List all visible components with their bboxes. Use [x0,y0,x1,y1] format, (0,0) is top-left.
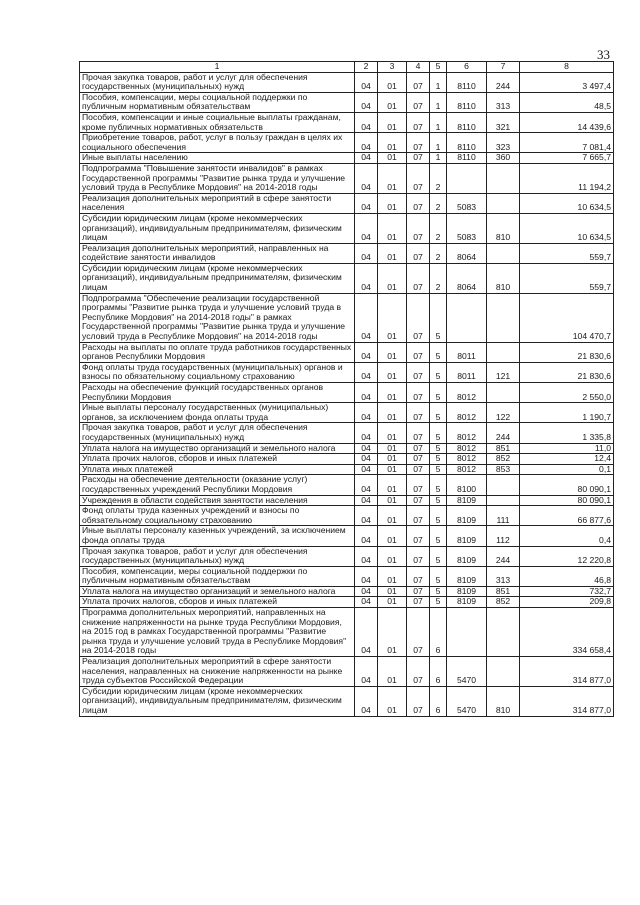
code-cell: 1 [430,153,447,164]
code-cell: 07 [407,263,430,293]
code-cell: 04 [355,566,378,586]
code-cell: 07 [407,403,430,423]
code-cell: 04 [355,153,378,164]
row-name-cell: Реализация дополнительных мероприятий, направленных на содействие занятости инвалидов [80,243,355,263]
code-cell [487,243,520,263]
code-cell: 122 [487,403,520,423]
column-header: 2 [355,62,378,73]
code-cell: 07 [407,526,430,546]
code-cell: 04 [355,443,378,454]
code-cell: 2 [430,263,447,293]
code-cell: 01 [378,495,407,506]
table-row [80,495,614,506]
table-row [80,686,614,716]
code-cell: 810 [487,213,520,243]
code-cell: 04 [355,72,378,92]
code-cell [447,293,487,342]
code-cell: 04 [355,383,378,403]
amount-cell: 1 335,8 [520,423,614,443]
table-row [80,293,614,342]
amount-cell: 21 830,6 [520,342,614,362]
table-row [80,213,614,243]
row-name-cell: Расходы на обеспечение функций государственных органов Республики Мордовия [80,383,355,403]
code-cell: 04 [355,597,378,608]
code-cell: 852 [487,454,520,465]
code-cell: 121 [487,362,520,382]
code-cell: 5 [430,586,447,597]
column-header: 1 [80,62,355,73]
code-cell [487,657,520,687]
code-cell: 8109 [447,526,487,546]
amount-cell: 209,8 [520,597,614,608]
amount-cell: 80 090,1 [520,495,614,506]
table-row [80,153,614,164]
code-cell: 01 [378,342,407,362]
code-cell: 8064 [447,243,487,263]
amount-cell: 1 190,7 [520,403,614,423]
code-cell: 8012 [447,423,487,443]
code-cell: 8110 [447,153,487,164]
code-cell: 07 [407,243,430,263]
table-row [80,133,614,153]
table-row [80,193,614,213]
code-cell: 851 [487,586,520,597]
code-cell: 04 [355,342,378,362]
row-name-cell: Пособия, компенсации, меры социальной поддержки по публичным нормативным обязательствам [80,92,355,112]
code-cell: 04 [355,608,378,657]
code-cell: 8109 [447,566,487,586]
code-cell: 01 [378,546,407,566]
code-cell: 01 [378,362,407,382]
amount-cell: 10 634,5 [520,213,614,243]
code-cell: 8110 [447,112,487,132]
amount-cell: 80 090,1 [520,475,614,495]
table-row [80,608,614,657]
amount-cell: 104 470,7 [520,293,614,342]
row-name-cell: Уплата иных платежей [80,464,355,475]
code-cell: 313 [487,566,520,586]
code-cell: 01 [378,92,407,112]
code-cell: 01 [378,566,407,586]
code-cell: 07 [407,213,430,243]
code-cell: 2 [430,193,447,213]
code-cell: 8109 [447,495,487,506]
code-cell: 04 [355,92,378,112]
code-cell: 5 [430,546,447,566]
code-cell: 323 [487,133,520,153]
code-cell: 6 [430,686,447,716]
code-cell: 07 [407,92,430,112]
code-cell: 6 [430,608,447,657]
table-row [80,566,614,586]
code-cell: 5 [430,566,447,586]
table-row [80,163,614,193]
code-cell: 01 [378,72,407,92]
table-row [80,464,614,475]
table-row [80,263,614,293]
table-row [80,362,614,382]
code-cell: 6 [430,657,447,687]
code-cell: 321 [487,112,520,132]
code-cell: 01 [378,454,407,465]
code-cell: 1 [430,92,447,112]
row-name-cell: Фонд оплаты труда казенных учреждений и взносы по обязательному социальному страхованию [80,506,355,526]
amount-cell: 732,7 [520,586,614,597]
code-cell [447,608,487,657]
code-cell: 01 [378,263,407,293]
code-cell: 5 [430,293,447,342]
code-cell: 07 [407,72,430,92]
table-row [80,112,614,132]
code-cell: 07 [407,112,430,132]
column-header-row [80,62,614,73]
code-cell: 1 [430,133,447,153]
table-row [80,243,614,263]
code-cell: 07 [407,133,430,153]
code-cell: 07 [407,597,430,608]
code-cell: 07 [407,454,430,465]
code-cell: 5 [430,362,447,382]
code-cell: 04 [355,163,378,193]
code-cell: 01 [378,597,407,608]
code-cell: 07 [407,193,430,213]
budget-table [79,61,614,717]
amount-cell: 0,1 [520,464,614,475]
row-name-cell: Расходы на обеспечение деятельности (оказание услуг) государственных учреждений Республики Мордовия [80,475,355,495]
code-cell: 5 [430,423,447,443]
row-name-cell: Субсидии юридическим лицам (кроме некоммерческих организаций), индивидуальным предпринимателям, физическим лицам [80,686,355,716]
code-cell: 07 [407,443,430,454]
code-cell: 04 [355,495,378,506]
code-cell: 01 [378,506,407,526]
code-cell: 01 [378,383,407,403]
code-cell: 244 [487,423,520,443]
code-cell: 810 [487,263,520,293]
code-cell [487,383,520,403]
code-cell: 04 [355,243,378,263]
code-cell: 8012 [447,464,487,475]
code-cell: 07 [407,464,430,475]
code-cell: 8012 [447,383,487,403]
column-header: 8 [520,62,614,73]
code-cell: 01 [378,193,407,213]
code-cell: 810 [487,686,520,716]
code-cell: 04 [355,263,378,293]
amount-cell: 7 081,4 [520,133,614,153]
code-cell: 07 [407,153,430,164]
code-cell: 01 [378,133,407,153]
row-name-cell: Прочая закупка товаров, работ и услуг для обеспечения государственных (муниципальных) нужд [80,546,355,566]
table-body [80,72,614,716]
code-cell: 244 [487,72,520,92]
code-cell: 01 [378,657,407,687]
table-row [80,586,614,597]
table-row [80,92,614,112]
amount-cell: 11 194,2 [520,163,614,193]
code-cell: 112 [487,526,520,546]
row-name-cell: Уплата прочих налогов, сборов и иных платежей [80,454,355,465]
code-cell: 2 [430,243,447,263]
row-name-cell: Иные выплаты персоналу казенных учреждений, за исключением фонда оплаты труда [80,526,355,546]
code-cell: 04 [355,657,378,687]
amount-cell: 48,5 [520,92,614,112]
code-cell [487,193,520,213]
code-cell: 8109 [447,597,487,608]
code-cell: 2 [430,213,447,243]
code-cell [487,475,520,495]
code-cell: 04 [355,423,378,443]
amount-cell: 0,4 [520,526,614,546]
code-cell: 01 [378,293,407,342]
table-row [80,342,614,362]
code-cell: 01 [378,464,407,475]
amount-cell: 46,8 [520,566,614,586]
code-cell: 5470 [447,657,487,687]
table-row [80,475,614,495]
amount-cell: 559,7 [520,263,614,293]
row-name-cell: Прочая закупка товаров, работ и услуг для обеспечения государственных (муниципальных) нужд [80,72,355,92]
amount-cell: 10 634,5 [520,193,614,213]
code-cell: 8011 [447,362,487,382]
row-name-cell: Реализация дополнительных мероприятий в сфере занятости населения, направленных на снижение напряженности на рынке труда субъектов Российской Федерации [80,657,355,687]
code-cell: 01 [378,213,407,243]
table-row [80,423,614,443]
code-cell [447,163,487,193]
code-cell: 07 [407,686,430,716]
code-cell: 07 [407,566,430,586]
code-cell: 8110 [447,133,487,153]
amount-cell: 334 658,4 [520,608,614,657]
amount-cell: 14 439,6 [520,112,614,132]
code-cell: 5 [430,597,447,608]
code-cell: 04 [355,454,378,465]
code-cell: 01 [378,163,407,193]
code-cell: 111 [487,506,520,526]
code-cell: 5 [430,403,447,423]
row-name-cell: Приобретение товаров, работ, услуг в пользу граждан в целях их социального обеспечения [80,133,355,153]
code-cell: 07 [407,586,430,597]
code-cell: 8109 [447,506,487,526]
amount-cell: 7 665,7 [520,153,614,164]
row-name-cell: Уплата налога на имущество организаций и земельного налога [80,443,355,454]
table-row [80,526,614,546]
column-header: 6 [447,62,487,73]
row-name-cell: Субсидии юридическим лицам (кроме некоммерческих организаций), индивидуальным предпринимателям, физическим лицам [80,213,355,243]
code-cell: 04 [355,133,378,153]
code-cell: 5 [430,383,447,403]
amount-cell: 2 550,0 [520,383,614,403]
code-cell: 07 [407,546,430,566]
code-cell: 8011 [447,342,487,362]
row-name-cell: Прочая закупка товаров, работ и услуг для обеспечения государственных (муниципальных) нужд [80,423,355,443]
code-cell: 01 [378,423,407,443]
code-cell: 04 [355,403,378,423]
code-cell: 07 [407,423,430,443]
column-header: 7 [487,62,520,73]
table-row [80,546,614,566]
code-cell: 313 [487,92,520,112]
code-cell: 04 [355,506,378,526]
code-cell: 01 [378,475,407,495]
row-name-cell: Подпрограмма "Повышение занятости инвалидов" в рамках Государственной программы "Развитие рынка труда и улучшение условий труда в Республике Мордовия" на 2014-2018 годы [80,163,355,193]
amount-cell: 12 220,8 [520,546,614,566]
table-row [80,72,614,92]
code-cell: 8064 [447,263,487,293]
row-name-cell: Уплата налога на имущество организаций и земельного налога [80,586,355,597]
code-cell: 8012 [447,443,487,454]
code-cell: 1 [430,112,447,132]
code-cell: 360 [487,153,520,164]
code-cell: 5 [430,342,447,362]
code-cell: 01 [378,243,407,263]
row-name-cell: Субсидии юридическим лицам (кроме некоммерческих организаций), индивидуальным предпринимателям, физическим лицам [80,263,355,293]
code-cell: 01 [378,586,407,597]
row-name-cell: Пособия, компенсации и иные социальные выплаты гражданам, кроме публичных нормативных обязательств [80,112,355,132]
code-cell: 04 [355,112,378,132]
code-cell: 01 [378,153,407,164]
code-cell: 04 [355,475,378,495]
code-cell: 04 [355,686,378,716]
code-cell: 04 [355,464,378,475]
code-cell: 8110 [447,72,487,92]
row-name-cell: Реализация дополнительных мероприятий в сфере занятости населения [80,193,355,213]
column-header: 5 [430,62,447,73]
row-name-cell: Подпрограмма "Обеспечение реализации государственной программы "Развитие рынка труда и улучшение условий труда в Республике Мордовия" на 2014-2018 годы" в рамках Государственной программы "Развитие рынка труда и улучшение условий труда в Республике Мордовия" на 2014-2018 годы [80,293,355,342]
code-cell: 5 [430,443,447,454]
code-cell: 5 [430,475,447,495]
amount-cell: 314 877,0 [520,657,614,687]
code-cell: 07 [407,608,430,657]
code-cell: 852 [487,597,520,608]
code-cell: 5 [430,495,447,506]
code-cell [487,342,520,362]
code-cell: 04 [355,293,378,342]
code-cell [487,495,520,506]
column-header: 4 [407,62,430,73]
code-cell: 07 [407,293,430,342]
code-cell: 04 [355,526,378,546]
amount-cell: 11,0 [520,443,614,454]
code-cell: 04 [355,546,378,566]
code-cell: 07 [407,506,430,526]
row-name-cell: Фонд оплаты труда государственных (муниципальных) органов и взносы по обязательному социальному страхованию [80,362,355,382]
code-cell: 04 [355,586,378,597]
code-cell: 07 [407,383,430,403]
code-cell: 01 [378,526,407,546]
code-cell: 5470 [447,686,487,716]
code-cell: 01 [378,608,407,657]
table-row [80,597,614,608]
code-cell: 07 [407,163,430,193]
table-row [80,383,614,403]
code-cell: 5083 [447,193,487,213]
code-cell: 5 [430,506,447,526]
row-name-cell: Учреждения в области содействия занятости населения [80,495,355,506]
code-cell [487,293,520,342]
code-cell: 8012 [447,454,487,465]
code-cell: 851 [487,443,520,454]
row-name-cell: Программа дополнительных мероприятий, направленных на снижение напряженности на рынке труда Республики Мордовия, на 2015 год в рамках Государственной программы "Развитие рынка труда и улучшение условий труда в Республике Мордовия" на 2014-2018 годы [80,608,355,657]
code-cell: 8110 [447,92,487,112]
amount-cell: 3 497,4 [520,72,614,92]
code-cell [487,608,520,657]
code-cell: 8109 [447,546,487,566]
table-row [80,403,614,423]
row-name-cell: Пособия, компенсации, меры социальной поддержки по публичным нормативным обязательствам [80,566,355,586]
code-cell: 01 [378,686,407,716]
code-cell: 07 [407,362,430,382]
code-cell: 853 [487,464,520,475]
amount-cell: 66 877,6 [520,506,614,526]
code-cell: 07 [407,495,430,506]
amount-cell: 12,4 [520,454,614,465]
table-row [80,443,614,454]
code-cell: 5 [430,464,447,475]
code-cell: 8100 [447,475,487,495]
amount-cell: 559,7 [520,243,614,263]
code-cell: 5 [430,526,447,546]
code-cell: 07 [407,342,430,362]
code-cell: 07 [407,475,430,495]
code-cell: 244 [487,546,520,566]
code-cell: 8012 [447,403,487,423]
column-header: 3 [378,62,407,73]
code-cell: 07 [407,657,430,687]
code-cell: 04 [355,193,378,213]
table-row [80,506,614,526]
code-cell: 5 [430,454,447,465]
amount-cell: 314 877,0 [520,686,614,716]
code-cell: 2 [430,163,447,193]
code-cell: 04 [355,362,378,382]
row-name-cell: Иные выплаты персоналу государственных (муниципальных) органов, за исключением фонда оплаты труда [80,403,355,423]
code-cell: 8109 [447,586,487,597]
code-cell: 1 [430,72,447,92]
row-name-cell: Уплата прочих налогов, сборов и иных платежей [80,597,355,608]
row-name-cell: Расходы на выплаты по оплате труда работников государственных органов Республики Мордовия [80,342,355,362]
row-name-cell: Иные выплаты населению [80,153,355,164]
code-cell: 01 [378,403,407,423]
table-row [80,657,614,687]
code-cell [487,163,520,193]
code-cell: 01 [378,112,407,132]
page-number: 33 [597,47,610,62]
code-cell: 04 [355,213,378,243]
table-row [80,454,614,465]
code-cell: 5083 [447,213,487,243]
code-cell: 01 [378,443,407,454]
amount-cell: 21 830,6 [520,362,614,382]
